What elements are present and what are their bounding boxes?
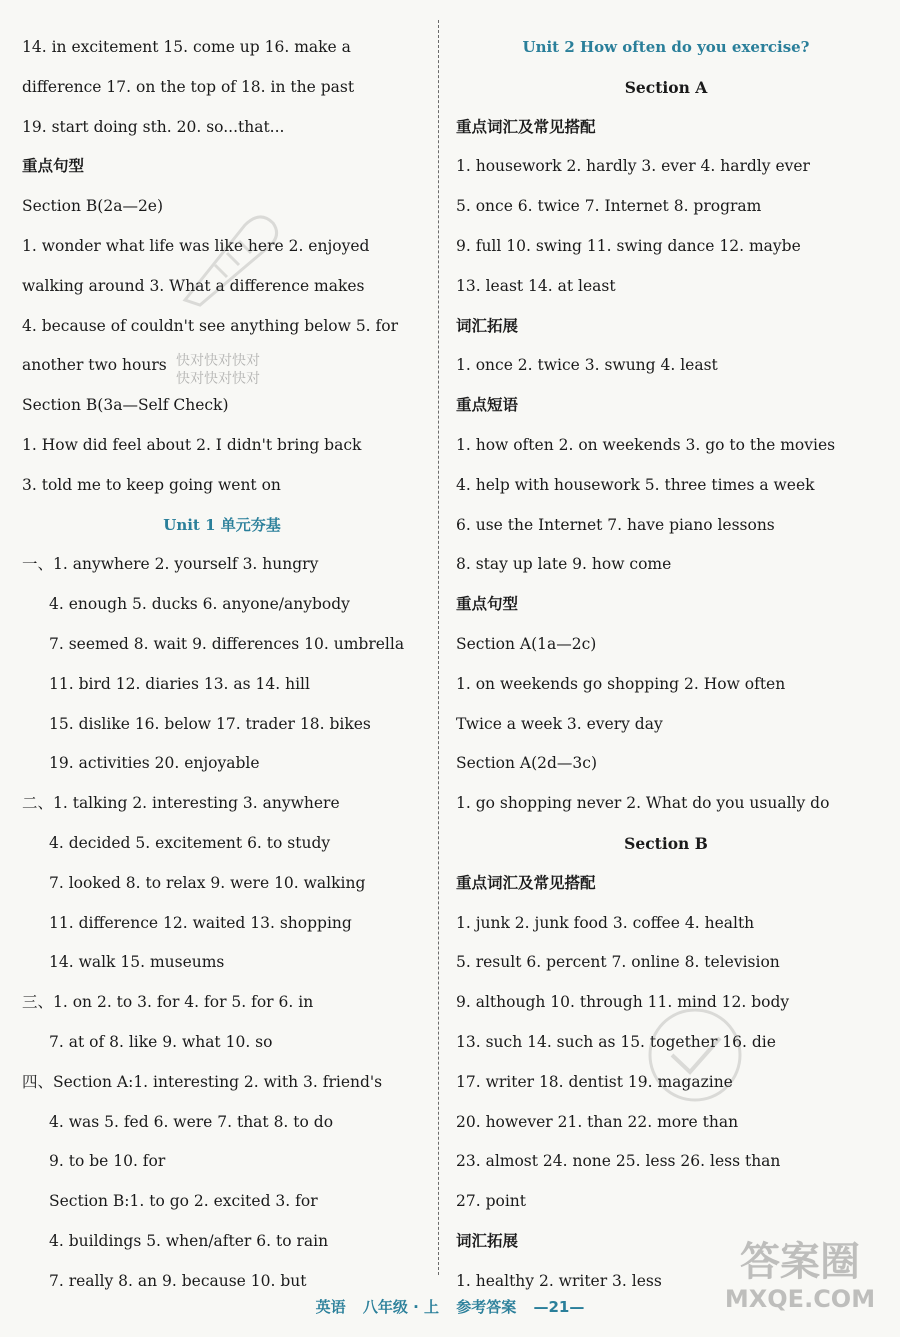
right-column-line: 1. healthy 2. writer 3. less bbox=[456, 1271, 662, 1290]
watermark-line-2: 快对快对快对 bbox=[176, 371, 260, 387]
carrot-stamp-icon bbox=[165, 205, 285, 315]
right-column-line: 13. least 14. at least bbox=[456, 276, 616, 295]
right-column-line: 1. housework 2. hardly 3. ever 4. hardly ever bbox=[456, 157, 810, 176]
left-column-line: Section B(3a—Self Check) bbox=[22, 396, 229, 415]
right-column-line: 词汇拓展 bbox=[456, 1231, 519, 1250]
left-column-line: Section B:1. to go 2. excited 3. for bbox=[49, 1192, 318, 1211]
check-stamp-icon bbox=[640, 1000, 750, 1110]
right-column bbox=[456, 28, 876, 1302]
right-column-line: 5. result 6. percent 7. online 8. television bbox=[456, 953, 780, 972]
right-column-line: 1. junk 2. junk food 3. coffee 4. health bbox=[456, 913, 755, 932]
left-column-line: 15. dislike 16. below 17. trader 18. bikes bbox=[49, 714, 371, 733]
watermark-text bbox=[176, 352, 260, 388]
right-column-line: Unit 2 How often do you exercise? bbox=[522, 38, 810, 56]
logo-text: 答案圈 bbox=[740, 1239, 860, 1285]
right-column-line: 8. stay up late 9. how come bbox=[456, 555, 672, 574]
left-column-line: 14. walk 15. museums bbox=[49, 953, 225, 972]
right-column-line: 1. once 2. twice 3. swung 4. least bbox=[456, 356, 718, 375]
left-column-line: Section B(2a—2e) bbox=[22, 197, 164, 216]
left-column-line: 四、Section A:1. interesting 2. with 3. friend's bbox=[22, 1072, 383, 1091]
right-column-line: 27. point bbox=[456, 1192, 526, 1211]
left-column-line: difference 17. on the top of 18. in the past bbox=[22, 77, 355, 96]
left-column-line: 4. buildings 5. when/after 6. to rain bbox=[49, 1231, 329, 1250]
footer-page-number: —21— bbox=[533, 1298, 585, 1316]
left-column-line: 4. decided 5. excitement 6. to study bbox=[49, 833, 331, 852]
left-column-line: 7. seemed 8. wait 9. differences 10. umbrella bbox=[49, 634, 405, 653]
right-column-line: 9. full 10. swing 11. swing dance 12. maybe bbox=[456, 236, 801, 255]
left-column-line: 重点句型 bbox=[22, 157, 85, 176]
right-column-line: 重点句型 bbox=[456, 595, 519, 614]
left-column-line: 7. looked 8. to relax 9. were 10. walking bbox=[49, 873, 366, 892]
left-column-line: walking around 3. What a difference makes bbox=[22, 276, 365, 295]
logo-url: MXQE.COM bbox=[724, 1285, 876, 1313]
footer-grade: 八年级 · 上 bbox=[362, 1298, 440, 1316]
right-column-line: 4. help with housework 5. three times a week bbox=[456, 475, 815, 494]
left-column-line: 3. told me to keep going went on bbox=[22, 475, 281, 494]
left-column-line: 7. at of 8. like 9. what 10. so bbox=[49, 1032, 273, 1051]
left-column-line: 三、1. on 2. to 3. for 4. for 5. for 6. in bbox=[22, 993, 314, 1012]
page-footer bbox=[0, 1296, 900, 1326]
left-column-line: 二、1. talking 2. interesting 3. anywhere bbox=[22, 794, 340, 813]
left-column-line: 4. was 5. fed 6. were 7. that 8. to do bbox=[49, 1112, 334, 1131]
left-column-line: 14. in excitement 15. come up 16. make a bbox=[22, 38, 351, 56]
watermark-line-1: 快对快对快对 bbox=[176, 353, 260, 369]
right-column-line: 1. how often 2. on weekends 3. go to the movies bbox=[456, 435, 836, 454]
left-column-line: 11. bird 12. diaries 13. as 14. hill bbox=[49, 674, 310, 693]
right-column-line: 17. writer 18. dentist 19. magazine bbox=[456, 1072, 733, 1091]
left-column-line: Unit 1 单元夯基 bbox=[163, 515, 281, 534]
left-column-line: 11. difference 12. waited 13. shopping bbox=[49, 913, 352, 932]
right-column-line: 5. once 6. twice 7. Internet 8. program bbox=[456, 197, 762, 216]
left-column-line: 4. enough 5. ducks 6. anyone/anybody bbox=[49, 595, 350, 614]
left-column-line: 7. really 8. an 9. because 10. but bbox=[49, 1271, 307, 1290]
footer-label: 参考答案 bbox=[456, 1298, 517, 1316]
right-column-line: 6. use the Internet 7. have piano lessons bbox=[456, 515, 775, 534]
right-column-line: 23. almost 24. none 25. less 26. less than bbox=[456, 1152, 781, 1171]
right-column-line: 词汇拓展 bbox=[456, 316, 519, 335]
left-column-line: another two hours bbox=[22, 356, 167, 375]
right-column-line: Twice a week 3. every day bbox=[456, 714, 663, 733]
right-column-line: Section A bbox=[624, 77, 708, 97]
right-column-line: 1. on weekends go shopping 2. How often bbox=[456, 674, 786, 693]
left-column-line: 4. because of couldn't see anything below 5. for bbox=[22, 316, 399, 335]
left-column-line: 9. to be 10. for bbox=[49, 1152, 166, 1171]
column-divider bbox=[438, 20, 439, 1275]
footer-subject: 英语 bbox=[315, 1298, 346, 1316]
left-column-line: 1. wonder what life was like here 2. enjoyed bbox=[22, 236, 370, 255]
right-column-line: 13. such 14. such as 15. together 16. die bbox=[456, 1032, 776, 1051]
left-column-line: 19. start doing sth. 20. so...that... bbox=[22, 117, 285, 136]
right-column-line: 重点词汇及常见搭配 bbox=[456, 117, 596, 136]
left-column-line: 一、1. anywhere 2. yourself 3. hungry bbox=[22, 555, 319, 574]
left-column-line: 19. activities 20. enjoyable bbox=[49, 754, 260, 773]
right-column-line: 20. however 21. than 22. more than bbox=[456, 1112, 739, 1131]
right-column-line: Section B bbox=[624, 833, 708, 853]
right-column-line: Section A(2d—3c) bbox=[456, 754, 598, 773]
right-column-line: 重点词汇及常见搭配 bbox=[456, 873, 596, 892]
left-column-line: 1. How did feel about 2. I didn't bring back bbox=[22, 435, 362, 454]
right-column-line: 1. go shopping never 2. What do you usually do bbox=[456, 794, 830, 813]
right-column-line: 重点短语 bbox=[456, 396, 519, 415]
right-column-line: 9. although 10. through 11. mind 12. body bbox=[456, 993, 790, 1012]
right-column-line: Section A(1a—2c) bbox=[456, 634, 597, 653]
